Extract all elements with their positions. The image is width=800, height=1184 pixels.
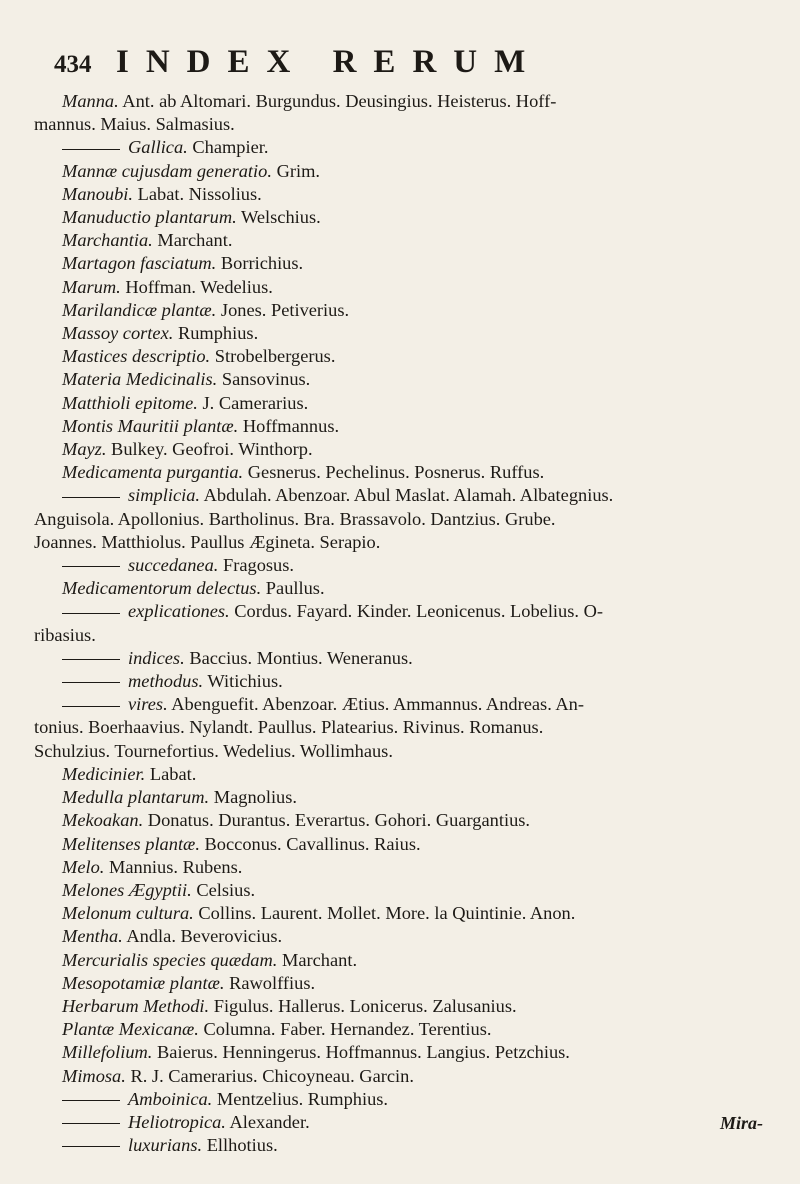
index-term: Gallica. (128, 137, 188, 158)
index-entry (62, 995, 782, 1018)
index-term: Mekoakan. (62, 810, 144, 831)
index-entry (62, 856, 782, 879)
index-authors: Labat. Nissolius. (137, 183, 262, 204)
index-entry (62, 1134, 782, 1157)
index-term: Heliotropica. (128, 1111, 226, 1132)
index-entry (62, 670, 782, 693)
index-term: Mimosa. (62, 1065, 126, 1086)
index-term: Materia Medicinalis. (62, 369, 218, 390)
index-term: Massoy cortex. (62, 323, 174, 344)
index-authors: Jones. Petiverius. (220, 299, 350, 320)
ditto-dash (62, 1100, 120, 1101)
index-term: Martagon fasciatum. (62, 253, 217, 274)
index-entry (62, 786, 782, 809)
index-authors: Columna. Faber. Hernandez. Terentius. (203, 1019, 492, 1040)
index-authors: R. J. Camerarius. Chicoyneau. Garcin. (130, 1065, 414, 1086)
index-entry (62, 600, 782, 623)
index-term: Millefolium. (62, 1042, 153, 1063)
index-authors: Figulus. Hallerus. Lonicerus. Zalusanius. (213, 995, 517, 1016)
index-authors: Alexander. (229, 1111, 310, 1132)
index-authors: Labat. (149, 763, 197, 784)
index-entry (62, 484, 782, 507)
index-entry (62, 972, 782, 995)
index-entry-continuation (34, 624, 782, 647)
index-entry (62, 902, 782, 925)
ditto-dash (62, 497, 120, 498)
ditto-dash (62, 566, 120, 567)
index-authors: Marchant. (157, 230, 233, 251)
index-entry (62, 763, 782, 786)
index-entry (62, 276, 782, 299)
index-entries (34, 90, 782, 1157)
index-entry (62, 1041, 782, 1064)
index-entry (62, 206, 782, 229)
index-entry (62, 229, 782, 252)
index-term: Mesopotamiæ plantæ. (62, 972, 225, 993)
index-term: Melones Ægyptii. (62, 879, 192, 900)
index-term: succedanea. (128, 555, 219, 576)
index-authors: Hoffman. Wedelius. (125, 276, 273, 297)
index-entry (62, 925, 782, 948)
running-title: INDEX RERUM (116, 44, 543, 80)
index-term: Medicinier. (62, 763, 146, 784)
index-entry-continuation (34, 716, 782, 739)
index-entry (62, 299, 782, 322)
index-term: luxurians. (128, 1135, 203, 1156)
index-term: methodus. (128, 671, 204, 692)
ditto-dash (62, 149, 120, 150)
index-authors: Fragosus. (223, 555, 295, 576)
index-entry (62, 1111, 782, 1134)
index-entry (62, 252, 782, 275)
index-authors: Champier. (192, 137, 269, 158)
index-term: Marum. (62, 276, 121, 297)
index-term: Melitenses plantæ. (62, 833, 200, 854)
index-entry-continuation (34, 113, 782, 136)
index-authors: Abenguefit. Abenzoar. Ætius. Ammannus. Andreas. An- (171, 694, 584, 715)
index-term: Plantæ Mexicanæ. (62, 1019, 199, 1040)
index-entry (62, 160, 782, 183)
index-entry (62, 183, 782, 206)
index-term: Amboinica. (128, 1088, 213, 1109)
index-term: Mayz. (62, 439, 107, 460)
index-authors: Donatus. Durantus. Everartus. Gohori. Guargantius. (147, 810, 531, 831)
catchword: Mira- (720, 1113, 764, 1133)
ditto-dash (62, 1123, 120, 1124)
index-authors: Rumphius. (177, 323, 259, 344)
index-authors: Baccius. Montius. Weneranus. (189, 647, 413, 668)
index-entry (62, 949, 782, 972)
index-term: Manuductio plantarum. (62, 207, 237, 228)
index-term: vires. (128, 694, 168, 715)
index-term: Medulla plantarum. (62, 787, 210, 808)
index-authors: Schulzius. Tournefortius. Wedelius. Wollimhaus. (34, 740, 393, 761)
index-entry (62, 322, 782, 345)
index-authors: Mentzelius. Rumphius. (216, 1088, 389, 1109)
index-term: Mercurialis species quædam. (62, 949, 278, 970)
ditto-dash (62, 706, 120, 707)
index-authors: Bulkey. Geofroi. Winthorp. (111, 439, 313, 460)
index-entry (62, 554, 782, 577)
index-authors: Borrichius. (220, 253, 304, 274)
index-term: indices. (128, 647, 185, 668)
index-entry-continuation (34, 740, 782, 763)
index-entry (62, 136, 782, 159)
index-authors: Joannes. Matthiolus. Paullus Ægineta. Serapio. (34, 531, 381, 552)
index-entry (62, 90, 782, 113)
index-authors: Grim. (276, 160, 320, 181)
index-entry (62, 693, 782, 716)
index-entry-continuation (34, 508, 782, 531)
index-entry (62, 438, 782, 461)
index-authors: Andla. Beverovicius. (126, 926, 283, 947)
index-entry (62, 809, 782, 832)
index-term: simplicia. (128, 485, 201, 506)
index-term: Manna. (62, 91, 119, 111)
index-term: Medicamentorum delectus. (62, 578, 262, 599)
index-entry (62, 1018, 782, 1041)
index-entry (62, 415, 782, 438)
index-entry (62, 345, 782, 368)
index-entry (62, 461, 782, 484)
index-authors: Paullus. (265, 578, 325, 599)
index-term: Melonum cultura. (62, 903, 194, 924)
index-term: Matthioli epitome. (62, 392, 198, 413)
index-term: Marchantia. (62, 230, 153, 251)
index-authors: Mannius. Rubens. (109, 856, 243, 877)
index-term: Montis Mauritii plantæ. (62, 415, 239, 436)
index-term: Mastices descriptio. (62, 346, 211, 367)
index-authors: Baierus. Henningerus. Hoffmannus. Langius. Petzchius. (157, 1042, 570, 1063)
index-authors: Sansovinus. (221, 369, 311, 390)
index-term: Marilandicæ plantæ. (62, 299, 217, 320)
index-authors: mannus. Maius. Salmasius. (34, 114, 235, 135)
ditto-dash (62, 613, 120, 614)
index-term: Melo. (62, 856, 105, 877)
index-authors: Cordus. Fayard. Kinder. Leonicenus. Lobelius. O- (234, 601, 603, 622)
index-term: explicationes. (128, 601, 230, 622)
page-header (54, 44, 774, 84)
index-entry-continuation (34, 531, 782, 554)
index-authors: tonius. Boerhaavius. Nylandt. Paullus. Platearius. Rivinus. Romanus. (34, 717, 544, 738)
index-term: Manoubi. (62, 183, 134, 204)
index-entry (62, 1065, 782, 1088)
index-entry (62, 879, 782, 902)
ditto-dash (62, 659, 120, 660)
index-authors: Welschius. (240, 207, 321, 228)
page-number: 434 (54, 51, 92, 78)
index-authors: Ant. ab Altomari. Burgundus. Deusingius. Heisterus. Hoff- (122, 91, 557, 111)
index-authors: Celsius. (196, 879, 256, 900)
index-authors: Abdulah. Abenzoar. Abul Maslat. Alamah. Albategnius. (203, 485, 614, 506)
index-entry (62, 833, 782, 856)
index-entry (62, 647, 782, 670)
index-authors: Strobelbergerus. (214, 346, 336, 367)
index-authors: Marchant. (282, 949, 358, 970)
index-authors: Bocconus. Cavallinus. Raius. (204, 833, 421, 854)
index-entry (62, 368, 782, 391)
index-authors: ribasius. (34, 624, 96, 645)
index-authors: Magnolius. (213, 787, 298, 808)
index-authors: Witichius. (207, 671, 283, 692)
index-authors: Ellhotius. (206, 1135, 278, 1156)
index-entry (62, 1088, 782, 1111)
index-authors: J. Camerarius. (202, 392, 309, 413)
index-authors: Collins. Laurent. Mollet. More. la Quintinie. Anon. (198, 903, 576, 924)
index-term: Medicamenta purgantia. (62, 462, 244, 483)
index-term: Herbarum Methodi. (62, 995, 210, 1016)
index-authors: Anguisola. Apollonius. Bartholinus. Bra. Brassavolo. Dantzius. Grube. (34, 508, 556, 529)
ditto-dash (62, 682, 120, 683)
index-entry (62, 392, 782, 415)
index-authors: Rawolffius. (229, 972, 316, 993)
index-authors: Hoffmannus. (242, 415, 340, 436)
index-term: Mannæ cujusdam generatio. (62, 160, 272, 181)
ditto-dash (62, 1146, 120, 1147)
index-entry (62, 577, 782, 600)
index-term: Mentha. (62, 926, 123, 947)
index-authors: Gesnerus. Pechelinus. Posnerus. Ruffus. (247, 462, 545, 483)
